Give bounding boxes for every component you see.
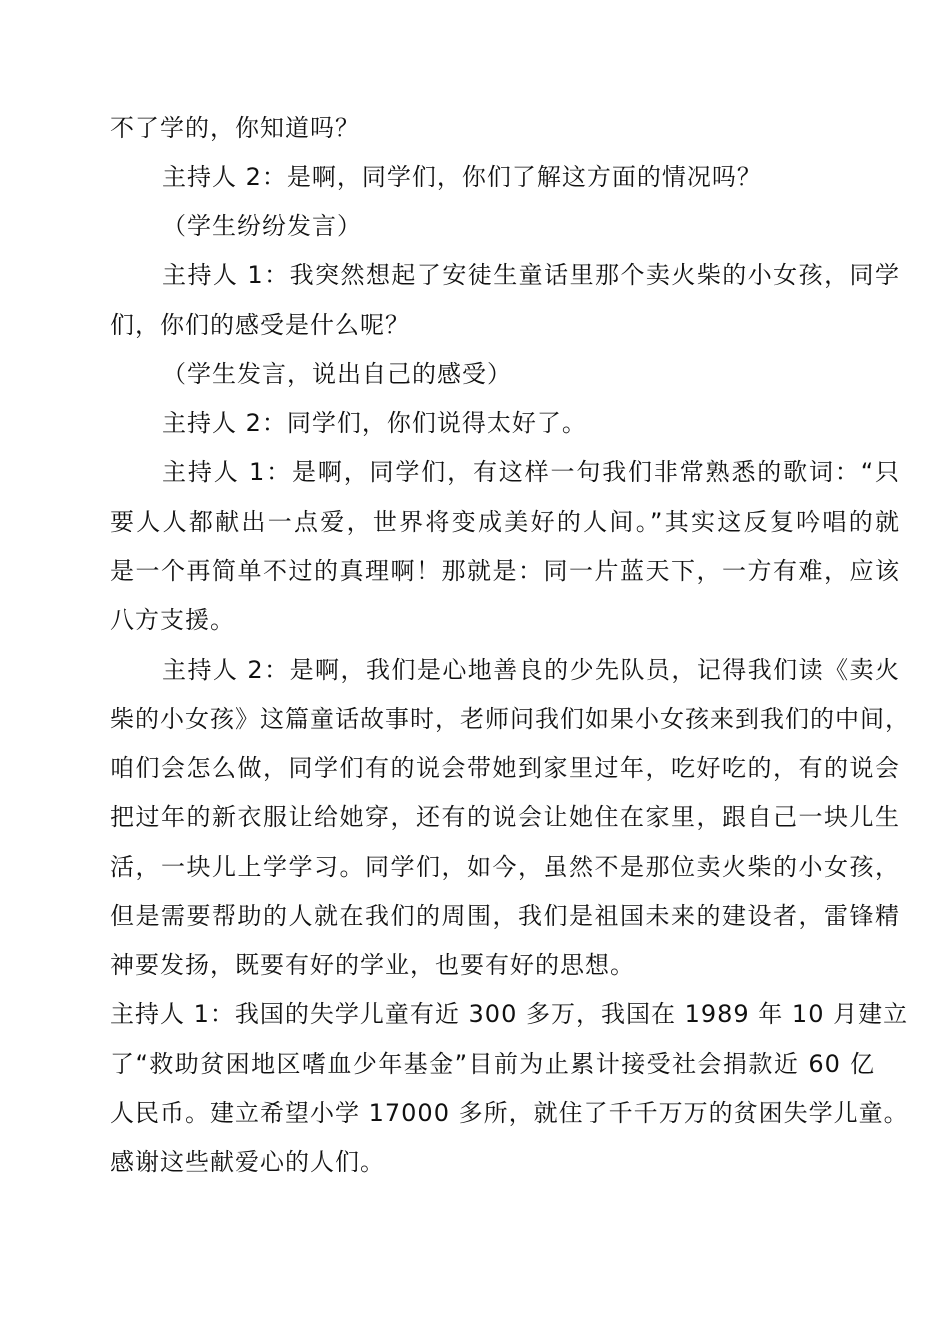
paragraph-line: 主持人 1：我突然想起了安徒生童话里那个卖火柴的小女孩，同学 [162, 261, 900, 289]
paragraph-line: 了“救助贫困地区嗜血少年基金”目前为止累计接受社会捐款近 60 亿 [110, 1050, 875, 1078]
paragraph-line: 不了学的，你知道吗？ [110, 114, 360, 142]
paragraph-line: 主持人 2：是啊，同学们，你们了解这方面的情况吗？ [162, 163, 762, 191]
paragraph-line: 主持人 1：我国的失学儿童有近 300 多万，我国在 1989 年 10 月建立 [110, 1000, 909, 1028]
paragraph-line: （学生纷纷发言） [162, 212, 362, 240]
paragraph-line: 人民币。建立希望小学 17000 多所，就住了千千万万的贫困失学儿童。 [110, 1099, 909, 1127]
paragraph-line: 但是需要帮助的人就在我们的周围，我们是祖国未来的建设者，雷锋精 [110, 902, 900, 930]
paragraph-line: 八方支援。 [110, 606, 235, 634]
paragraph-line: 主持人 1：是啊，同学们，有这样一句我们非常熟悉的歌词：“只 [162, 458, 900, 486]
paragraph-line: 主持人 2：是啊，我们是心地善良的少先队员，记得我们读《卖火 [162, 656, 900, 684]
paragraph-line: 感谢这些献爱心的人们。 [110, 1148, 385, 1176]
paragraph-line: 是一个再简单不过的真理啊！那就是：同一片蓝天下，一方有难，应该 [110, 557, 900, 585]
paragraph-line: 咱们会怎么做，同学们有的说会带她到家里过年，吃好吃的，有的说会 [110, 754, 900, 782]
paragraph-line: 把过年的新衣服让给她穿，还有的说会让她住在家里，跟自己一块儿生 [110, 803, 900, 831]
paragraph-line: 主持人 2：同学们，你们说得太好了。 [162, 409, 587, 437]
paragraph-line: 要人人都献出一点爱，世界将变成美好的人间。”其实这反复吟唱的就 [110, 508, 900, 536]
paragraph-line: 活，一块儿上学学习。同学们，如今，虽然不是那位卖火柴的小女孩， [110, 853, 900, 881]
paragraph-line: 神要发扬，既要有好的学业，也要有好的思想。 [110, 951, 635, 979]
paragraph-line: 柴的小女孩》这篇童话故事时，老师问我们如果小女孩来到我们的中间， [110, 705, 910, 733]
paragraph-line: 们，你们的感受是什么呢？ [110, 311, 410, 339]
paragraph-line: （学生发言，说出自己的感受） [162, 360, 512, 388]
